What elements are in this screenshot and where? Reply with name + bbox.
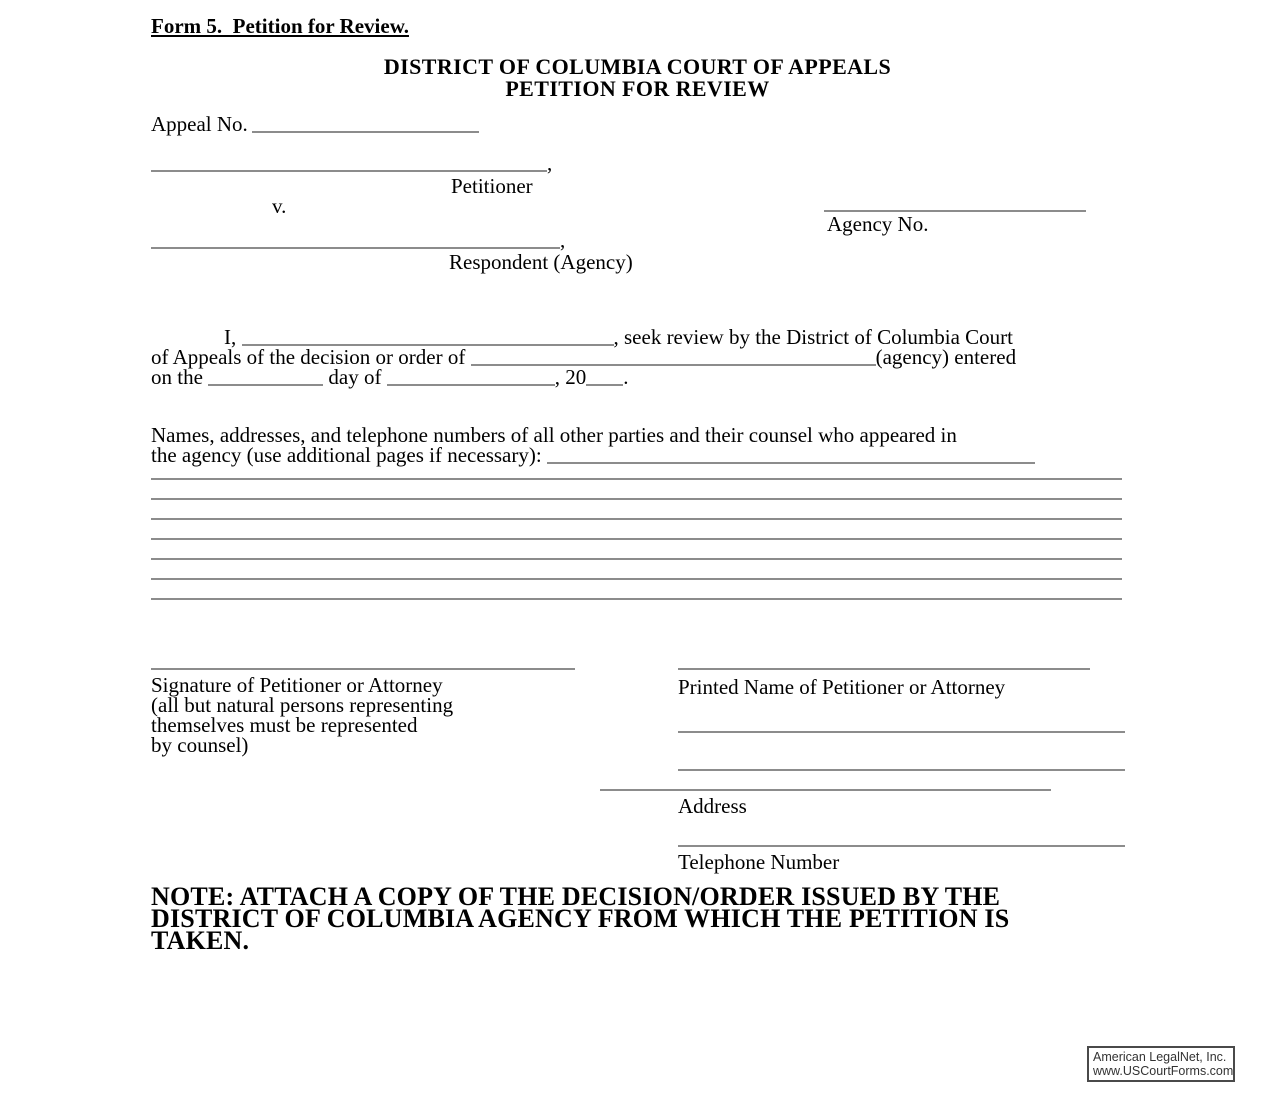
statement-line-3 xyxy=(151,367,1016,387)
other-parties-line-1: Names, addresses, and telephone numbers of all other parties and their counsel who appeared in xyxy=(151,423,957,447)
statement-line-2 xyxy=(151,347,1016,367)
statement-line-1-text: , seek review by the District of Columbia Court xyxy=(613,325,1014,349)
court-title: DISTRICT OF COLUMBIA COURT OF APPEALS xyxy=(383,54,892,79)
other-parties-line-2-text: the agency (use additional pages if necessary): xyxy=(151,443,542,467)
blank-ruled-line xyxy=(151,460,1122,480)
signature-label: Signature of Petitioner or Attorney xyxy=(151,673,443,697)
printed-name-line xyxy=(678,668,1090,670)
signature-line xyxy=(151,668,575,670)
vendor-name: American LegalNet, Inc. xyxy=(1093,1050,1227,1064)
attachment-note xyxy=(151,882,1010,955)
versus-label: v. xyxy=(272,194,287,218)
address-line-3 xyxy=(600,789,1051,791)
blank-ruled-line xyxy=(151,520,1122,540)
telephone-line xyxy=(678,845,1125,847)
address-line-2 xyxy=(678,769,1125,771)
petitioner-name-field-line xyxy=(151,170,547,172)
statement-line-1 xyxy=(151,327,1016,347)
day-fill-line xyxy=(208,384,323,386)
petition-statement xyxy=(151,327,1016,387)
respondent-comma: , xyxy=(560,228,566,252)
agency-fill-line xyxy=(471,364,876,366)
signature-note-line-2: themselves must be represented xyxy=(151,713,418,737)
document-title: PETITION FOR REVIEW xyxy=(505,76,770,101)
statement-year-prefix-text: , 20 xyxy=(554,365,587,389)
petitioner-name-row xyxy=(151,151,552,176)
statement-on-the-text: on the xyxy=(151,365,203,389)
signature-note-line-1: (all but natural persons representing xyxy=(151,693,454,717)
appeal-number-row xyxy=(151,112,479,137)
petitioner-comma: , xyxy=(547,151,553,175)
statement-i-label: I, xyxy=(224,325,237,349)
blank-ruled-line xyxy=(151,500,1122,520)
respondent-name-field-line xyxy=(151,247,560,249)
attachment-note-line-3: TAKEN. xyxy=(151,926,250,955)
vendor-url: www.USCourtForms.com xyxy=(1093,1064,1234,1078)
petitioner-fill-line xyxy=(242,344,614,346)
other-parties-section xyxy=(151,425,1035,465)
vendor-stamp-box xyxy=(1087,1046,1235,1082)
attachment-note-line-2: DISTRICT OF COLUMBIA AGENCY FROM WHICH THE PETITION IS xyxy=(151,904,1010,933)
other-parties-ruled-lines xyxy=(151,460,1122,600)
blank-ruled-line xyxy=(151,560,1122,580)
appeal-number-label: Appeal No. xyxy=(151,112,248,136)
signature-label-block xyxy=(151,675,453,755)
appeal-number-field-line xyxy=(252,131,479,133)
agency-number-label: Agency No. xyxy=(827,212,929,236)
petitioner-label: Petitioner xyxy=(451,174,533,198)
respondent-label: Respondent (Agency) xyxy=(449,250,633,274)
month-fill-line xyxy=(387,384,555,386)
statement-period: . xyxy=(623,365,629,389)
telephone-label: Telephone Number xyxy=(678,850,840,874)
printed-name-label: Printed Name of Petitioner or Attorney xyxy=(678,675,1006,699)
statement-agency-entered-text: (agency) entered xyxy=(875,345,1017,369)
form-number-heading: Form 5. Petition for Review. xyxy=(151,14,409,38)
address-label: Address xyxy=(678,794,747,818)
attachment-note-line-1: NOTE: ATTACH A COPY OF THE DECISION/ORDER ISSUED BY THE xyxy=(151,882,1001,911)
blank-ruled-line xyxy=(151,540,1122,560)
blank-ruled-line xyxy=(151,580,1122,600)
statement-line-2-text: of Appeals of the decision or order of xyxy=(151,345,466,369)
statement-day-of-text: day of xyxy=(328,365,382,389)
blank-ruled-line xyxy=(151,480,1122,500)
signature-note-line-3: by counsel) xyxy=(151,733,249,757)
year-fill-line xyxy=(586,384,623,386)
address-line-1 xyxy=(678,731,1125,733)
